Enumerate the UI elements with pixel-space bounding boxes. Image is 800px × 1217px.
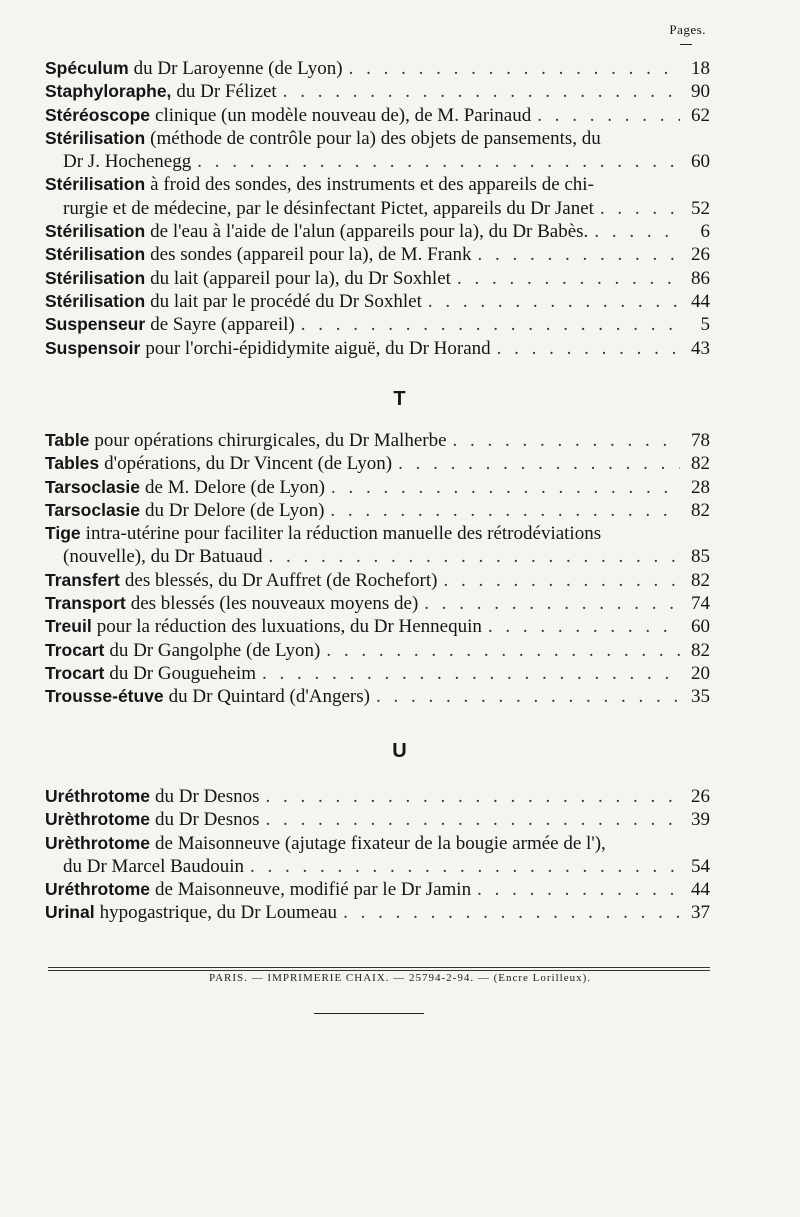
index-entry bbox=[45, 832, 710, 855]
entry-description-continued: du Dr Marcel Baudouin bbox=[63, 855, 244, 877]
index-entry bbox=[45, 313, 710, 336]
index-entry bbox=[45, 452, 710, 475]
entry-page-number: 86 bbox=[691, 267, 710, 289]
leader-dots bbox=[283, 80, 680, 103]
entry-keyword: Urèthrotome bbox=[45, 809, 151, 830]
entry-page-number: 74 bbox=[691, 593, 710, 615]
index-entry bbox=[45, 337, 710, 360]
index-entry bbox=[45, 476, 710, 499]
entry-page-number: 43 bbox=[691, 337, 710, 359]
footer-rule-secondary bbox=[48, 970, 710, 971]
pages-label-rule bbox=[680, 44, 692, 45]
leader-dots bbox=[331, 476, 680, 499]
entry-page-number: 62 bbox=[691, 104, 710, 126]
index-entry bbox=[45, 220, 710, 243]
index-entry-continuation bbox=[45, 150, 710, 173]
index-entry bbox=[45, 57, 710, 80]
index-entry bbox=[45, 173, 710, 196]
entry-page-number: 26 bbox=[691, 786, 710, 807]
index-entry-continuation bbox=[45, 855, 710, 878]
entry-description: du lait (appareil pour la), du Dr Soxhlet bbox=[150, 267, 451, 289]
leader-dots bbox=[301, 313, 680, 336]
entry-keyword: Stérilisation bbox=[45, 267, 146, 288]
entry-description: du Dr Desnos bbox=[155, 809, 260, 831]
entry-page-number: 78 bbox=[691, 430, 710, 451]
entry-description: des sondes (appareil pour la), de M. Frank bbox=[150, 244, 472, 266]
leader-dots bbox=[398, 452, 680, 475]
entry-keyword: Stérilisation bbox=[45, 244, 146, 265]
entry-keyword: Stérilisation bbox=[45, 174, 146, 195]
leader-dots bbox=[197, 150, 680, 173]
index-entry-continuation bbox=[45, 197, 710, 220]
entry-page-number: 20 bbox=[691, 662, 710, 684]
entry-description: des blessés (les nouveaux moyens de) bbox=[130, 593, 419, 615]
entry-description: du Dr Delore (de Lyon) bbox=[145, 499, 325, 521]
index-section-t bbox=[45, 429, 710, 709]
leader-dots bbox=[326, 639, 680, 662]
entry-keyword: Urèthrotome bbox=[45, 832, 151, 853]
entry-keyword: Tarsoclasie bbox=[45, 499, 141, 520]
index-entry bbox=[45, 639, 710, 662]
entry-keyword: Staphyloraphe, bbox=[45, 81, 172, 102]
leader-dots bbox=[262, 662, 680, 685]
index-entry bbox=[45, 785, 710, 808]
entry-keyword: Trocart bbox=[45, 639, 105, 660]
leader-dots bbox=[376, 685, 680, 708]
entry-keyword: Uréthrotome bbox=[45, 786, 151, 806]
entry-page-number: 54 bbox=[691, 855, 710, 877]
entry-description-continued: Dr J. Hochenegg bbox=[63, 151, 192, 173]
index-entry bbox=[45, 290, 710, 313]
entry-keyword: Treuil bbox=[45, 616, 92, 637]
leader-dots bbox=[266, 785, 680, 808]
index-entry bbox=[45, 127, 710, 150]
index-entry bbox=[45, 685, 710, 708]
pages-column-label: Pages. bbox=[669, 22, 706, 37]
entry-keyword: Stérilisation bbox=[45, 221, 146, 242]
entry-description: de l'eau à l'aide de l'alun (appareils pour la), du Dr Babès. bbox=[150, 221, 589, 243]
entry-page-number: 39 bbox=[691, 809, 710, 831]
entry-description: pour opérations chirurgicales, du Dr Malherbe bbox=[94, 430, 447, 451]
index-entry bbox=[45, 267, 710, 290]
entry-page-number: 60 bbox=[691, 616, 710, 638]
entry-page-number: 85 bbox=[691, 546, 710, 568]
entry-description: des blessés, du Dr Auffret (de Rochefort) bbox=[124, 569, 438, 591]
entry-page-number: 26 bbox=[691, 244, 710, 266]
leader-dots bbox=[330, 499, 680, 522]
entry-description: du Dr Gangolphe (de Lyon) bbox=[109, 639, 321, 661]
index-entry bbox=[45, 243, 710, 266]
leader-dots bbox=[349, 57, 680, 80]
entry-description-continued: (nouvelle), du Dr Batuaud bbox=[63, 546, 263, 568]
index-entry bbox=[45, 80, 710, 103]
end-rule bbox=[314, 1013, 424, 1014]
leader-dots bbox=[453, 429, 680, 452]
entry-description: du Dr Félizet bbox=[176, 81, 277, 103]
entry-keyword: Suspenseur bbox=[45, 314, 146, 335]
entry-keyword: Stérilisation bbox=[45, 127, 146, 148]
leader-dots bbox=[443, 569, 680, 592]
entry-page-number: 28 bbox=[691, 476, 710, 498]
entry-description: de M. Delore (de Lyon) bbox=[145, 476, 325, 498]
entry-description: à froid des sondes, des instruments et des appareils de chi- bbox=[150, 174, 594, 196]
entry-page-number: 90 bbox=[691, 81, 710, 103]
entry-keyword: Trousse-étuve bbox=[45, 686, 164, 707]
entry-page-number: 82 bbox=[691, 639, 710, 661]
leader-dots bbox=[497, 337, 680, 360]
entry-keyword: Tables bbox=[45, 453, 100, 474]
entry-page-number: 44 bbox=[691, 879, 710, 901]
entry-description: (méthode de contrôle pour la) des objets de pansements, du bbox=[150, 127, 601, 149]
index-entry bbox=[45, 878, 710, 901]
leader-dots bbox=[594, 220, 680, 243]
entry-keyword: Urinal bbox=[45, 902, 95, 923]
entry-keyword: Tarsoclasie bbox=[45, 476, 141, 497]
entry-keyword: Suspensoir bbox=[45, 337, 141, 358]
entry-keyword: Uréthrotome bbox=[45, 879, 151, 900]
leader-dots bbox=[478, 243, 680, 266]
entry-description: du Dr Quintard (d'Angers) bbox=[168, 686, 370, 708]
section-letter-u: U bbox=[392, 740, 408, 762]
entry-page-number: 52 bbox=[691, 197, 710, 219]
entry-page-number: 5 bbox=[700, 314, 710, 336]
index-entry bbox=[45, 104, 710, 127]
leader-dots bbox=[537, 104, 680, 127]
entry-page-number: 60 bbox=[691, 151, 710, 173]
entry-page-number: 44 bbox=[691, 290, 710, 312]
entry-description: de Sayre (appareil) bbox=[150, 314, 295, 336]
leader-dots bbox=[600, 197, 680, 220]
entry-description: intra-utérine pour faciliter la réduction manuelle des rétrodéviations bbox=[85, 523, 602, 545]
entry-description: du lait par le procédé du Dr Soxhlet bbox=[150, 290, 422, 312]
index-entry bbox=[45, 429, 710, 452]
leader-dots bbox=[488, 615, 680, 638]
entry-description: d'opérations, du Dr Vincent (de Lyon) bbox=[104, 453, 393, 475]
index-entry bbox=[45, 522, 710, 545]
entry-keyword: Tige bbox=[45, 523, 81, 544]
entry-description-continued: rurgie et de médecine, par le désinfectant Pictet, appareils du Dr Janet bbox=[63, 197, 594, 219]
entry-keyword: Table bbox=[45, 430, 90, 450]
index-entry bbox=[45, 569, 710, 592]
footer-rule bbox=[48, 967, 710, 968]
index-entry-continuation bbox=[45, 545, 710, 568]
leader-dots bbox=[266, 808, 680, 831]
index-entry bbox=[45, 499, 710, 522]
entry-page-number: 18 bbox=[691, 58, 710, 79]
entry-description: pour la réduction des luxuations, du Dr Hennequin bbox=[96, 616, 482, 638]
entry-description: hypogastrique, du Dr Loumeau bbox=[99, 902, 338, 924]
entry-keyword: Stérilisation bbox=[45, 290, 146, 311]
entry-page-number: 82 bbox=[691, 453, 710, 475]
entry-description: clinique (un modèle nouveau de), de M. Parinaud bbox=[155, 104, 532, 126]
entry-page-number: 6 bbox=[700, 221, 710, 243]
entry-description: du Dr Laroyenne (de Lyon) bbox=[133, 58, 343, 79]
leader-dots bbox=[424, 592, 680, 615]
entry-description: de Maisonneuve (ajutage fixateur de la bougie armée de l'), bbox=[155, 832, 606, 854]
entry-page-number: 82 bbox=[691, 499, 710, 521]
entry-keyword: Trocart bbox=[45, 662, 105, 683]
leader-dots bbox=[250, 855, 680, 878]
entry-keyword: Spéculum bbox=[45, 58, 129, 78]
entry-page-number: 82 bbox=[691, 569, 710, 591]
printer-imprint: PARIS. — IMPRIMERIE CHAIX. — 25794-2-94. — (Encre Lorilleux). bbox=[208, 972, 591, 984]
section-letter-t: T bbox=[393, 388, 407, 410]
index-section-u bbox=[45, 785, 710, 925]
leader-dots bbox=[457, 267, 680, 290]
index-entry bbox=[45, 615, 710, 638]
index-entry bbox=[45, 901, 710, 924]
entry-description: pour l'orchi-épididymite aiguë, du Dr Horand bbox=[145, 337, 491, 359]
index-entry bbox=[45, 808, 710, 831]
entry-description: de Maisonneuve, modifié par le Dr Jamin bbox=[155, 879, 472, 901]
entry-page-number: 35 bbox=[691, 686, 710, 708]
leader-dots bbox=[428, 290, 680, 313]
index-section-s bbox=[45, 57, 710, 360]
entry-page-number: 37 bbox=[691, 902, 710, 924]
entry-keyword: Transfert bbox=[45, 569, 120, 590]
leader-dots bbox=[477, 878, 680, 901]
leader-dots bbox=[343, 901, 680, 924]
index-entry bbox=[45, 662, 710, 685]
leader-dots bbox=[268, 545, 680, 568]
entry-description: du Dr Gougueheim bbox=[109, 662, 257, 684]
entry-keyword: Transport bbox=[45, 593, 126, 614]
index-entry bbox=[45, 592, 710, 615]
entry-keyword: Stéréoscope bbox=[45, 104, 151, 125]
entry-description: du Dr Desnos bbox=[155, 786, 260, 807]
